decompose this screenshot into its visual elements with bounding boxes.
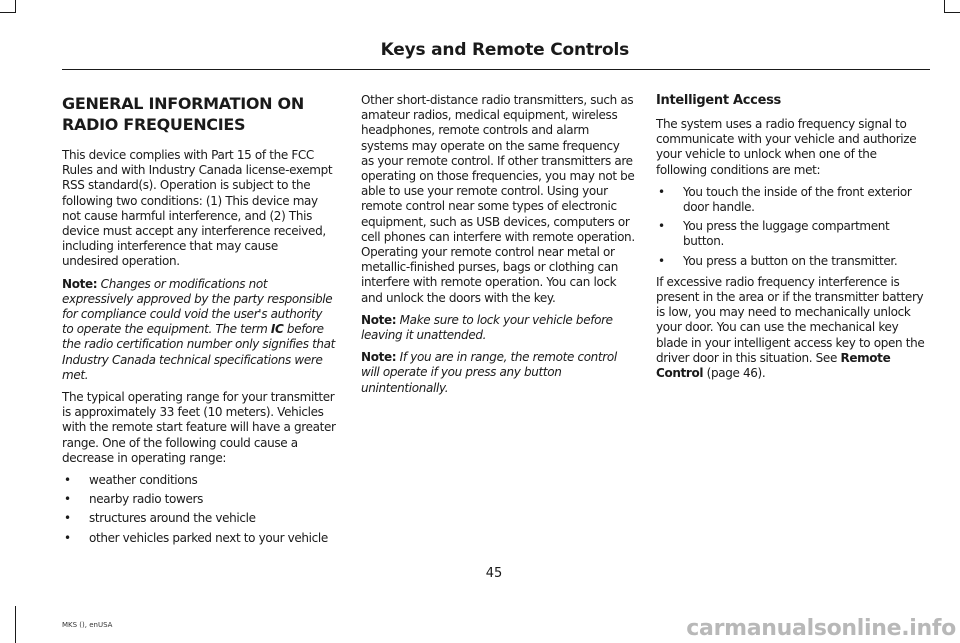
list-item: • structures around the vehicle <box>64 511 256 526</box>
condition-list <box>656 185 930 269</box>
crop-mark <box>0 12 16 13</box>
column-1 <box>62 93 336 552</box>
note-label: Note: <box>361 350 397 365</box>
list-item: • You touch the inside of the front exterior door handle. <box>658 184 912 215</box>
watermark: carmanualsonline.info <box>686 616 956 641</box>
note-paragraph: Note: Changes or modifications not expressively approved by the party responsible for compliance could void the user's authority to operate the equipment. The term IC before the radio certification number only signifies that Industry Canada technical specifications were met. <box>62 276 336 382</box>
column-3 <box>656 93 930 388</box>
page-header-title: Keys and Remote Controls <box>380 40 629 60</box>
range-paragraph: The typical operating range for your transmitter is approximately 33 feet (10 meters). Vehicles with the remote start feature will have a greater range. One of the following could cause a decrease in operating range: <box>62 390 336 465</box>
crop-mark <box>15 606 16 643</box>
page-number: 45 <box>485 566 503 581</box>
subsection-heading: Intelligent Access <box>656 93 781 108</box>
list-item: • nearby radio towers <box>64 492 203 507</box>
note-paragraph: Note: Make sure to lock your vehicle before leaving it unattended. <box>361 312 613 343</box>
crop-mark <box>15 0 16 13</box>
list-item: • weather conditions <box>64 473 198 488</box>
column-2 <box>361 93 635 403</box>
interference-paragraph: Other short-distance radio transmitters, such as amateur radios, medical equipment, wireless headphones, remote controls and alarm systems may operate on the same frequency as your remote control. If other transmitters are operating on those frequencies, you may not be able to use your remote control. Using your remote control near some types of electronic equipment, such as USB devices, computers or cell phones can interfere with remote operation. Operating your remote control near metal or metallic-finished purses, bags or clothing can interfere with remote operation. You can lock and unlock the doors with the key. <box>361 93 635 305</box>
intelligent-access-paragraph: The system uses a radio frequency signal to communicate with your vehicle and authorize your vehicle to unlock when one of the following conditions are met: <box>656 117 917 177</box>
note-paragraph: Note: If you are in range, the remote control will operate if you press any button unintentionally. <box>361 350 617 395</box>
list-item: • other vehicles parked next to your vehicle <box>64 530 328 545</box>
interference-paragraph: If excessive radio frequency interference is present in the area or if the transmitter battery is low, you may need to mechanically unlock your door. You can use the mechanical key blade in your intelligent access key to open the driver door in this situation. See Remote Control (page 46). <box>656 274 925 381</box>
remote-control-link[interactable]: Remote Control <box>656 350 891 381</box>
list-item: • You press the luggage compartment button. <box>658 219 890 249</box>
note-label: Note: <box>361 312 397 327</box>
crop-mark <box>944 12 960 13</box>
note-label: Note: <box>62 276 98 291</box>
footer-text: MKS (), enUSA <box>62 621 113 629</box>
range-factor-list <box>62 473 336 546</box>
section-heading: GENERAL INFORMATION ON RADIO FREQUENCIES <box>62 94 304 134</box>
list-item: • You press a button on the transmitter. <box>658 253 898 268</box>
fcc-paragraph: This device complies with Part 15 of the FCC Rules and with Industry Canada license-exempt RSS standard(s). Operation is subject to the following two conditions: (1) This device may not cause harmful interference, and (2) This device must accept any interference received, including interference that may cause undesired operation. <box>62 148 333 269</box>
header-divider <box>62 69 930 70</box>
crop-mark <box>944 0 945 13</box>
